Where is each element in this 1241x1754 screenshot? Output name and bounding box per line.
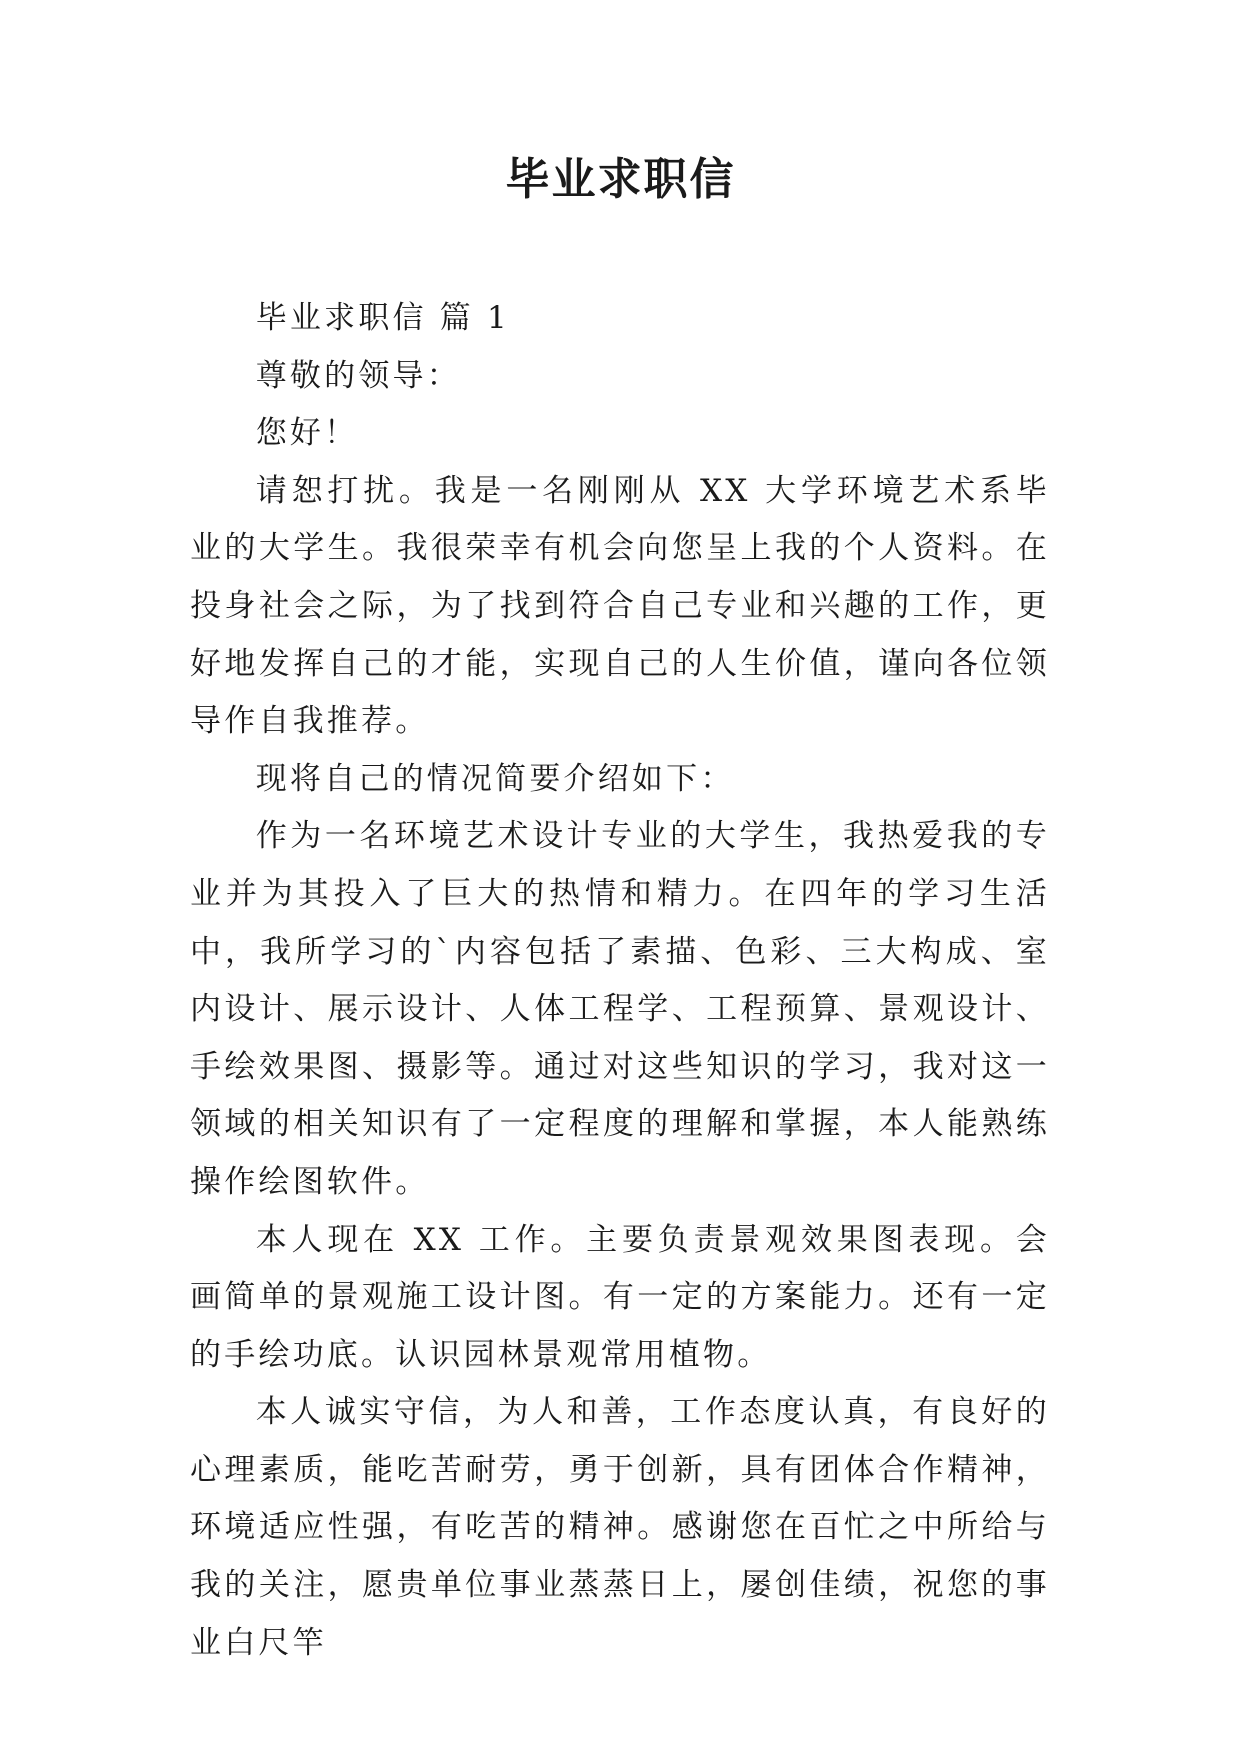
paragraph-education: 作为一名环境艺术设计专业的大学生，我热爱我的专业并为其投入了巨大的热情和精力。在四年的学习生活中，我所学习的`内容包括了素描、色彩、三大构成、室内设计、展示设计、人体工程学、工程预算、景观设计、手绘效果图、摄影等。通过对这些知识的学习，我对这一领域的相关知识有了一定程度的理解和掌握，本人能熟练操作绘图软件。 <box>190 818 1050 1200</box>
greeting: 您好！ <box>255 415 359 452</box>
paragraph-character: 本人诚实守信，为人和善，工作态度认真，有良好的心理素质，能吃苦耐劳，勇于创新，具有团体合作精神，环境适应性强，有吃苦的精神。感谢您在百忙之中所给与我的关注，愿贵单位事业蒸蒸日上，屡创佳绩，祝您的事业白尺竿 <box>190 1394 1050 1661</box>
paragraph-work: 本人现在 XX 工作。主要负责景观效果图表现。会画简单的景观施工设计图。有一定的方案能力。还有一定的手绘功底。认识园林景观常用植物。 <box>190 1221 1050 1373</box>
document-body <box>190 290 1050 1672</box>
salutation: 尊敬的领导： <box>255 357 461 394</box>
paragraph-introduction: 请恕打扰。我是一名刚刚从 XX 大学环境艺术系毕业的大学生。我很荣幸有机会向您呈上我的个人资料。在投身社会之际，为了找到符合自己专业和兴趣的工作，更好地发挥自己的才能，实现自己的人生价值，谨向各位领导作自我推荐。 <box>190 472 1050 740</box>
document-title: 毕业求职信 <box>505 154 736 205</box>
paragraph-overview: 现将自己的情况简要介绍如下： <box>255 760 735 797</box>
section-heading: 毕业求职信 篇 1 <box>255 300 510 336</box>
